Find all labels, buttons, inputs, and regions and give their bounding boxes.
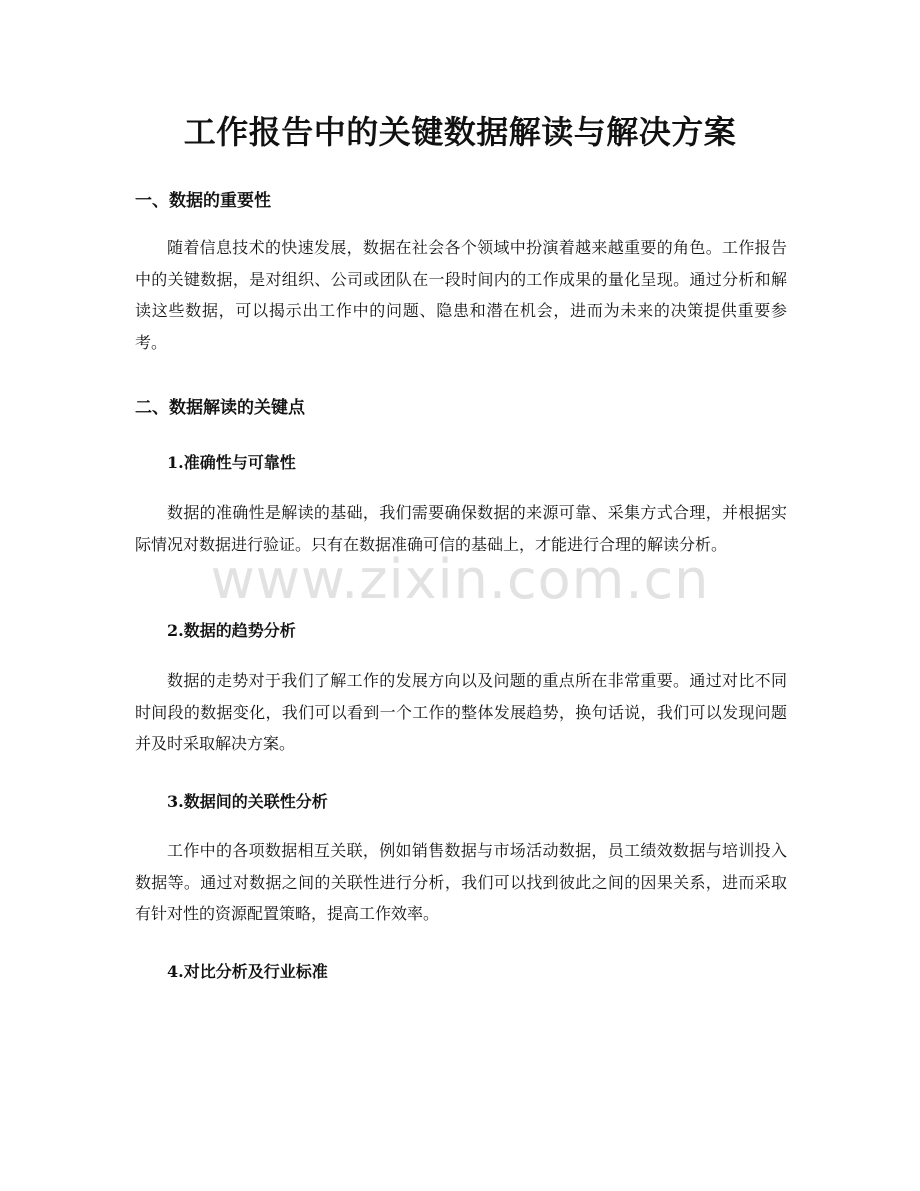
watermark: www.zixin.com.cn <box>210 548 710 611</box>
paragraph-accuracy: 数据的准确性是解读的基础，我们需要确保数据的来源可靠、采集方式合理，并根据实际情况对数据进行验证。只有在数据准确可信的基础上，才能进行合理的解读分析。 <box>135 503 787 554</box>
paragraph-trend: 数据的走势对于我们了解工作的发展方向以及问题的重点所在非常重要。通过对比不同时间段的数据变化，我们可以看到一个工作的整体发展趋势，换句话说，我们可以发现问题并及时采取解决方案。 <box>135 671 787 753</box>
section-heading-key-points: 二、数据解读的关键点 <box>135 398 305 418</box>
subheading-correlation: 3.数据间的关联性分析 <box>167 792 328 811</box>
paragraph-importance: 随着信息技术的快速发展，数据在社会各个领域中扮演着越来越重要的角色。工作报告中的关键数据，是对组织、公司或团队在一段时间内的工作成果的量化呈现。通过分析和解读这些数据，可以揭示出工作中的问题、隐患和潜在机会，进而为未来的决策提供重要参考。 <box>135 238 787 352</box>
subheading-comparison: 4.对比分析及行业标准 <box>167 962 328 981</box>
document-title: 工作报告中的关键数据解读与解决方案 <box>183 113 737 151</box>
subheading-trend: 2.数据的趋势分析 <box>167 621 296 640</box>
subheading-accuracy: 1.准确性与可靠性 <box>167 453 296 472</box>
paragraph-correlation: 工作中的各项数据相互关联，例如销售数据与市场活动数据，员工绩效数据与培训投入数据等。通过对数据之间的关联性进行分析，我们可以找到彼此之间的因果关系，进而采取有针对性的资源配置策略，提高工作效率。 <box>135 841 787 923</box>
section-heading-importance: 一、数据的重要性 <box>135 191 271 211</box>
